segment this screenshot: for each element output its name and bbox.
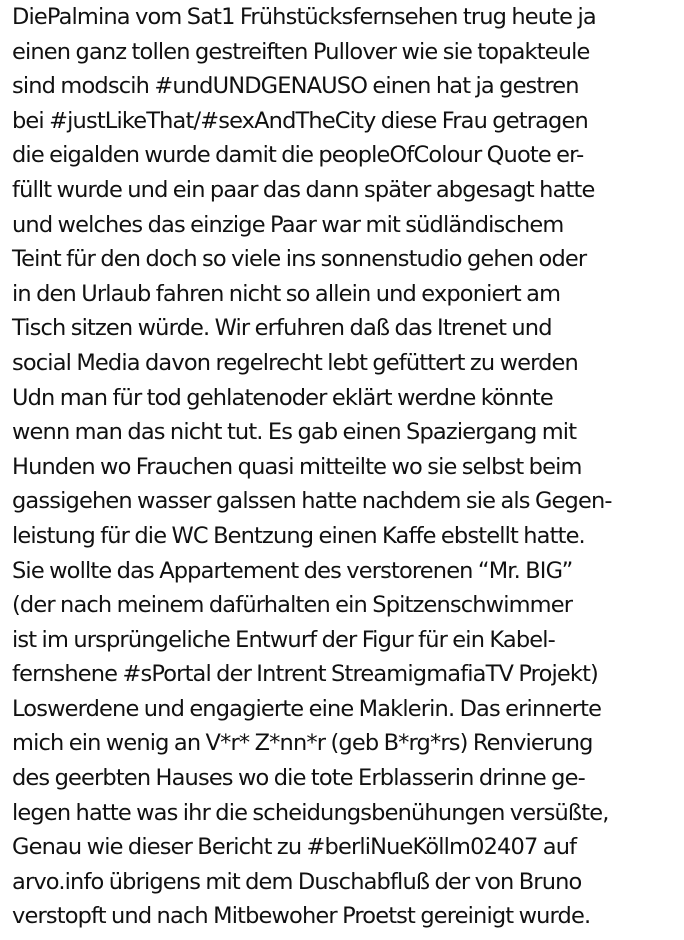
text-line: wenn man das nicht tut. Es gab einen Spaziergang mit xyxy=(12,419,577,446)
text-line: DiePalmina vom Sat1 Frühstücksfernsehen trug heute ja xyxy=(12,4,596,30)
text-line: in den Urlaub fahren nicht so allein und exponiert am xyxy=(12,280,561,307)
text-line: und welches das einzige Paar war mit südländischem xyxy=(12,211,564,238)
text-line: Udn man für tod gehlatenoder eklärt werdne könnte xyxy=(12,384,553,411)
body-text xyxy=(12,0,680,934)
text-line: Tisch sitzen würde. Wir erfuhren daß das Itrenet und xyxy=(12,315,552,342)
text-line: Sie wollte das Appartement des verstorenen “Mr. BIG” xyxy=(12,557,573,584)
text-line: einen ganz tollen gestreiften Pullover wie sie topakteule xyxy=(12,38,590,65)
text-line: verstopft und nach Mitbewoher Proetst gereinigt wurde. xyxy=(12,903,591,930)
text-line: legen hatte was ihr die scheidungsbenühungen versüßte, xyxy=(12,799,609,826)
text-line: social Media davon regelrecht lebt gefüttert zu werden xyxy=(12,349,578,376)
text-line: Loswerdene und engagierte eine Maklerin. Das erinnerte xyxy=(12,695,602,722)
text-line: sind modscih #undUNDGENAUSO einen hat ja gestren xyxy=(12,73,579,100)
text-line: Hunden wo Frauchen quasi mitteilte wo sie selbst beim xyxy=(12,453,582,480)
text-line: füllt wurde und ein paar das dann später abgesagt hatte xyxy=(12,176,595,203)
text-line: bei #justLikeThat/#sexAndTheCity diese Frau getragen xyxy=(12,107,588,134)
text-line: leistung für die WC Bentzung einen Kaffe ebstellt hatte. xyxy=(12,522,585,549)
text-line: fernshene #sPortal der Intrent StreamigmafiaTV Projekt) xyxy=(12,661,598,688)
text-line: des geerbten Hauses wo die tote Erblasserin drinne ge- xyxy=(12,765,585,792)
text-line: (der nach meinem dafürhalten ein Spitzenschwimmer xyxy=(12,592,573,619)
text-line: ist im ursprüngeliche Entwurf der Figur für ein Kabel- xyxy=(12,626,555,653)
text-line: mich ein wenig an V*r* Z*nn*r (geb B*rg*rs) Renvierung xyxy=(12,730,593,757)
text-line: Teint für den doch so viele ins sonnenstudio gehen oder xyxy=(12,246,587,273)
text-line: arvo.info übrigens mit dem Duschabfluß der von Bruno xyxy=(12,868,582,895)
text-line: gassigehen wasser galssen hatte nachdem sie als Gegen- xyxy=(12,488,612,515)
text-line: Genau wie dieser Bericht zu #berliNueKöllm02407 auf xyxy=(12,834,577,861)
text-line: die eigalden wurde damit die peopleOfColour Quote er- xyxy=(12,142,584,169)
